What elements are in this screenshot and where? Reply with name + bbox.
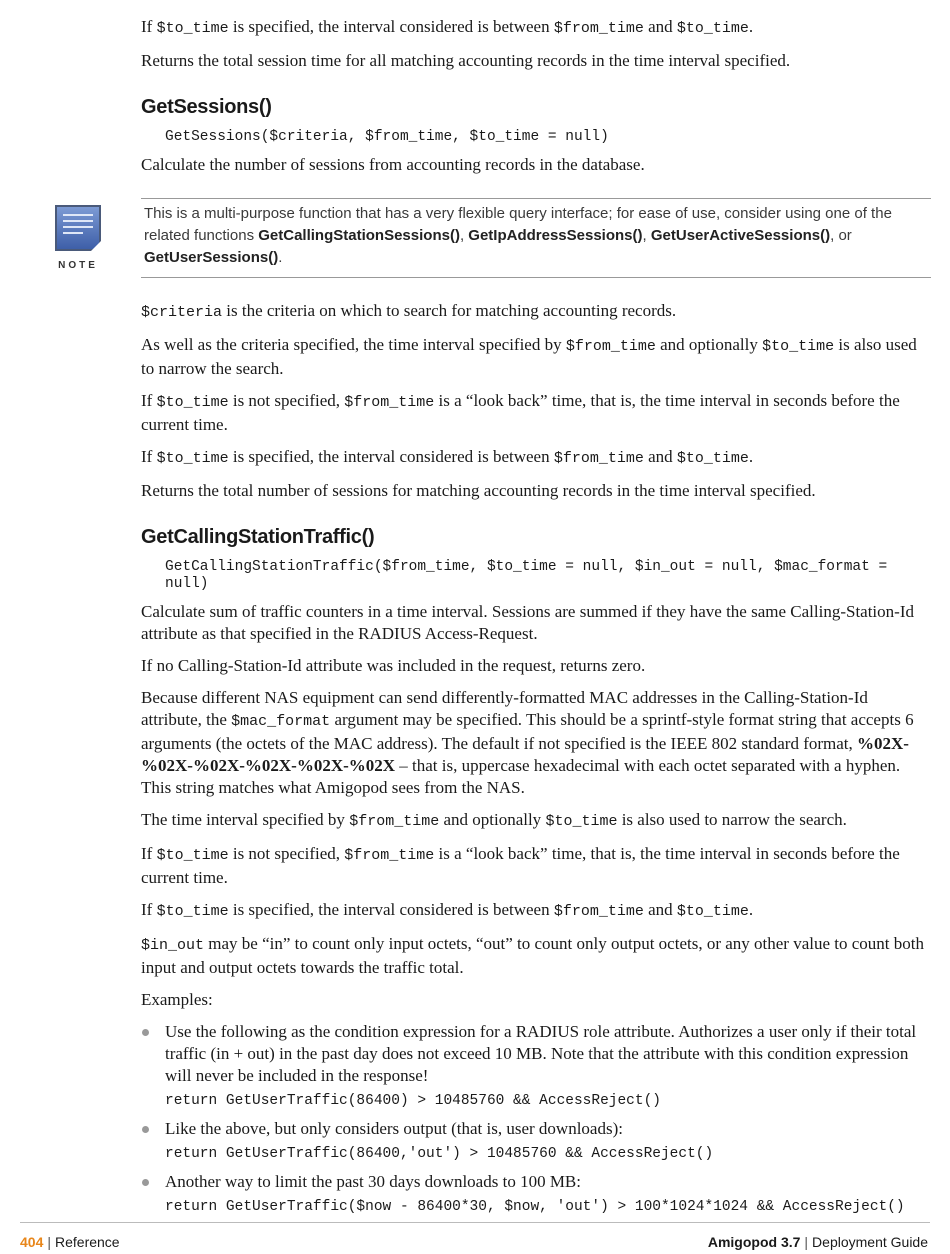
code-signature: GetSessions($criteria, $from_time, $to_time = null) (165, 129, 609, 145)
note-box: NOTE This is a multi-purpose function that has a very flexible query interface; for ease of use, consider using one of the related functions GetCallingStationSessions(), GetIpAddressSessions(), GetUserActiveSessions(), or GetUserSessions(). (141, 198, 931, 278)
paragraph: $in_out may be “in” to count only input octets, “out” to count only output octets, or any other value to count both input and output octets towards the traffic total. (141, 934, 925, 977)
list-item: Like the above, but only considers output (that is, user downloads): return GetUserTraffic(86400,'out') > 10485760 && AccessReject() (141, 1118, 931, 1163)
paragraph: Returns the total session time for all matching accounting records in the time interval specified. (141, 51, 791, 70)
note-function-ref: GetUserActiveSessions() (650, 227, 831, 244)
footer-left: 404 | Reference (20, 1234, 120, 1250)
code-example: return GetUserTraffic(86400) > 10485760 && AccessReject() (165, 1093, 661, 1109)
footer-section: Reference (55, 1234, 120, 1250)
note-text: This is a multi-purpose function that has a very flexible query interface; for ease of use, consider using one of the related functions (144, 205, 892, 244)
list-item: Use the following as the condition expression for a RADIUS role attribute. Authorizes a user only if their total traffic (in + out) in the past day does not exceed 10 MB. Note that the attribute with this condition expression will never be included in the response! return GetUserTraffic(86400) > 10485760 && AccessReject() (141, 1021, 931, 1110)
note-function-ref: GetUserSessions() (144, 249, 279, 266)
paragraph: If $to_time is not specified, $from_time is a “look back” time, that is, the time interval in seconds before the current time. (141, 844, 900, 887)
page-footer (20, 1222, 930, 1250)
code-example: return GetUserTraffic($now - 86400*30, $now, 'out') > 100*1024*1024 && AccessReject() (165, 1199, 905, 1215)
paragraph: Returns the total number of sessions for matching accounting records in the time interval specified. (141, 481, 816, 500)
code-example: return GetUserTraffic(86400,'out') > 10485760 && AccessReject() (165, 1146, 714, 1162)
examples-label: Examples: (141, 990, 213, 1009)
paragraph: If no Calling-Station-Id attribute was included in the request, returns zero. (141, 656, 646, 675)
paragraph: As well as the criteria specified, the time interval specified by $from_time and optionally $to_time is also used to narrow the search. (141, 335, 917, 378)
footer-right: Amigopod 3.7 | Deployment Guide (707, 1234, 928, 1250)
note-icon (55, 205, 101, 271)
examples-list (141, 1021, 931, 1216)
page-content (58, 16, 931, 1224)
paragraph: If $to_time is specified, the interval considered is between $from_time and $to_time. (141, 900, 754, 920)
code-signature: GetCallingStationTraffic($from_time, $to_time = null, $in_out = null, $mac_format = null) (165, 559, 896, 592)
footer-doc-title: Deployment Guide (812, 1234, 928, 1250)
paragraph: If $to_time is specified, the interval considered is between $from_time and $to_time. (141, 447, 754, 467)
note-function-ref: GetCallingStationSessions() (258, 227, 460, 244)
list-item: Another way to limit the past 30 days downloads to 100 MB: return GetUserTraffic($now - 86400*30, $now, 'out') > 100*1024*1024 && AccessReject() (141, 1171, 931, 1216)
paragraph: The time interval specified by $from_time and optionally $to_time is also used to narrow the search. (141, 810, 847, 830)
paragraph: If $to_time is specified, the interval considered is between $from_time and $to_time. (141, 17, 754, 37)
note-function-ref: GetIpAddressSessions() (468, 227, 643, 244)
paragraph: Calculate the number of sessions from accounting records in the database. (141, 155, 645, 174)
paragraph: If $to_time is not specified, $from_time is a “look back” time, that is, the time interval in seconds before the current time. (141, 391, 900, 434)
section-heading-getcallingstationtraffic: GetCallingStationTraffic() (141, 526, 375, 548)
section-heading-getsessions: GetSessions() (141, 96, 272, 118)
footer-product: Amigopod 3.7 (707, 1234, 801, 1250)
paragraph: $criteria is the criteria on which to search for matching accounting records. (141, 301, 677, 321)
note-label: NOTE (58, 260, 98, 271)
paragraph: Calculate sum of traffic counters in a time interval. Sessions are summed if they have the same Calling-Station-Id attribute as that specified in the RADIUS Access-Request. (141, 602, 914, 643)
paragraph: Because different NAS equipment can send differently-formatted MAC addresses in the Calling-Station-Id attribute, the $mac_format argument may be specified. This should be a sprintf-style format string that accepts 6 arguments (the octets of the MAC address). The default if not specified is the IEEE 802 standard format, %02X-%02X-%02X-%02X-%02X-%02X – that is, uppercase hexadecimal with each octet separated with a hyphen. This string matches what Amigopod sees from the NAS. (141, 688, 914, 797)
page-number: 404 (20, 1234, 44, 1250)
